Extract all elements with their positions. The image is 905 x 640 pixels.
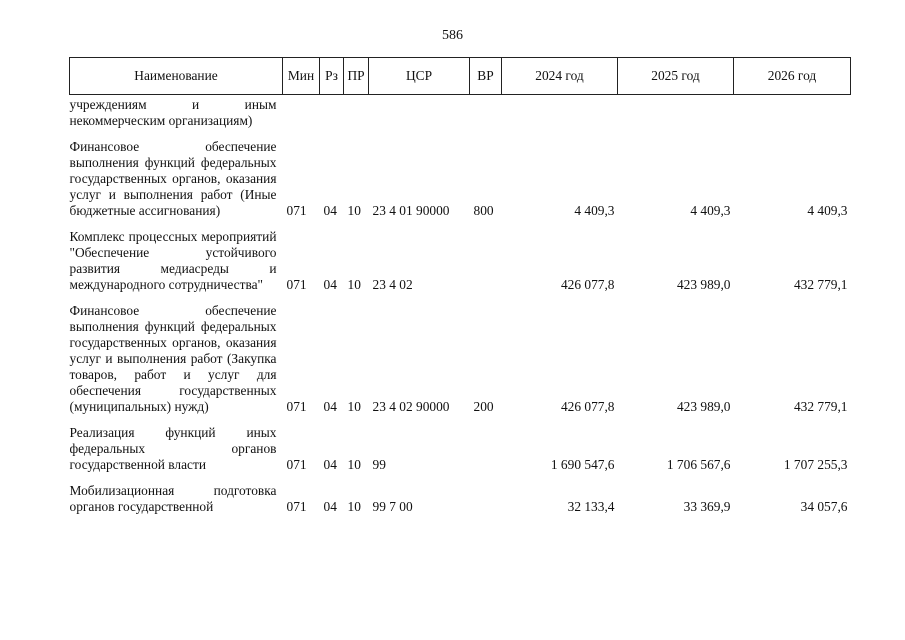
row-2026: 432 779,1 bbox=[793, 399, 848, 414]
header-csr: ЦСР bbox=[369, 58, 470, 95]
row-2025: 33 369,9 bbox=[683, 499, 731, 514]
row-pr: 10 bbox=[347, 277, 361, 292]
row-csr: 23 4 02 90000 bbox=[372, 399, 450, 414]
row-min: 071 bbox=[286, 457, 307, 472]
row-pr: 10 bbox=[347, 203, 361, 218]
table-header-row bbox=[70, 58, 851, 95]
row-min: 071 bbox=[286, 203, 307, 218]
page-number: 586 bbox=[442, 28, 463, 43]
row-name: Реализация функций иных федеральных органов государственной власти bbox=[69, 425, 277, 472]
table-row bbox=[70, 131, 851, 221]
row-rz bbox=[320, 95, 344, 132]
row-name: Мобилизационная подготовка органов государственной bbox=[69, 483, 277, 514]
row-pr: 10 bbox=[347, 499, 361, 514]
row-2025: 423 989,0 bbox=[676, 399, 731, 414]
row-vr bbox=[470, 95, 502, 132]
row-vr bbox=[470, 417, 502, 475]
header-2026: 2026 год bbox=[734, 58, 851, 95]
row-2026: 4 409,3 bbox=[807, 203, 848, 218]
row-vr bbox=[470, 221, 502, 295]
header-2025: 2025 год bbox=[618, 58, 734, 95]
row-2024: 426 077,8 bbox=[560, 399, 615, 414]
row-pr: 10 bbox=[347, 399, 361, 414]
row-csr: 23 4 01 90000 bbox=[372, 203, 450, 218]
row-name: Комплекс процессных мероприятий "Обеспечение устойчивого развития медиасреды и международного сотрудничества" bbox=[69, 229, 277, 292]
row-csr: 23 4 02 bbox=[372, 277, 413, 292]
table-row bbox=[70, 95, 851, 132]
row-2026: 1 707 255,3 bbox=[783, 457, 848, 472]
header-2024: 2024 год bbox=[502, 58, 618, 95]
row-vr: 800 bbox=[473, 203, 494, 218]
row-rz: 04 bbox=[323, 277, 337, 292]
row-min: 071 bbox=[286, 399, 307, 414]
row-min: 071 bbox=[286, 499, 307, 514]
row-vr: 200 bbox=[473, 399, 494, 414]
row-2026: 432 779,1 bbox=[793, 277, 848, 292]
row-rz: 04 bbox=[323, 457, 337, 472]
budget-table bbox=[69, 57, 851, 517]
table-row bbox=[70, 475, 851, 517]
row-2026: 34 057,6 bbox=[800, 499, 848, 514]
row-min bbox=[283, 95, 320, 132]
row-csr bbox=[369, 95, 470, 132]
row-rz: 04 bbox=[323, 399, 337, 414]
row-name: Финансовое обеспечение выполнения функций федеральных государственных органов, оказания услуг и выполнения работ (Закупка товаров, работ и услуг для обеспечения государственных (муниципальных) нужд) bbox=[69, 303, 277, 414]
row-2024: 426 077,8 bbox=[560, 277, 615, 292]
header-min: Мин bbox=[283, 58, 320, 95]
table-row bbox=[70, 221, 851, 295]
row-2026 bbox=[734, 95, 851, 132]
header-rz: Рз bbox=[320, 58, 344, 95]
row-name: учреждениям и иным некоммерческим организациям) bbox=[69, 97, 277, 128]
header-vr: ВР bbox=[470, 58, 502, 95]
row-csr: 99 bbox=[372, 457, 386, 472]
row-pr: 10 bbox=[347, 457, 361, 472]
header-pr: ПР bbox=[344, 58, 369, 95]
row-rz: 04 bbox=[323, 499, 337, 514]
row-name: Финансовое обеспечение выполнения функций федеральных государственных органов, оказания услуг и выполнения работ (Иные бюджетные ассигнования) bbox=[69, 139, 277, 218]
row-2025: 4 409,3 bbox=[690, 203, 731, 218]
row-vr bbox=[470, 475, 502, 517]
table-row bbox=[70, 295, 851, 417]
row-rz: 04 bbox=[323, 203, 337, 218]
row-pr bbox=[344, 95, 369, 132]
row-2024: 32 133,4 bbox=[567, 499, 615, 514]
row-min: 071 bbox=[286, 277, 307, 292]
row-2024: 1 690 547,6 bbox=[550, 457, 615, 472]
row-2024 bbox=[502, 95, 618, 132]
row-2025: 1 706 567,6 bbox=[666, 457, 731, 472]
row-2024: 4 409,3 bbox=[574, 203, 615, 218]
row-csr: 99 7 00 bbox=[372, 499, 413, 514]
row-2025 bbox=[618, 95, 734, 132]
row-2025: 423 989,0 bbox=[676, 277, 731, 292]
table-row bbox=[70, 417, 851, 475]
header-name: Наименование bbox=[70, 58, 283, 95]
